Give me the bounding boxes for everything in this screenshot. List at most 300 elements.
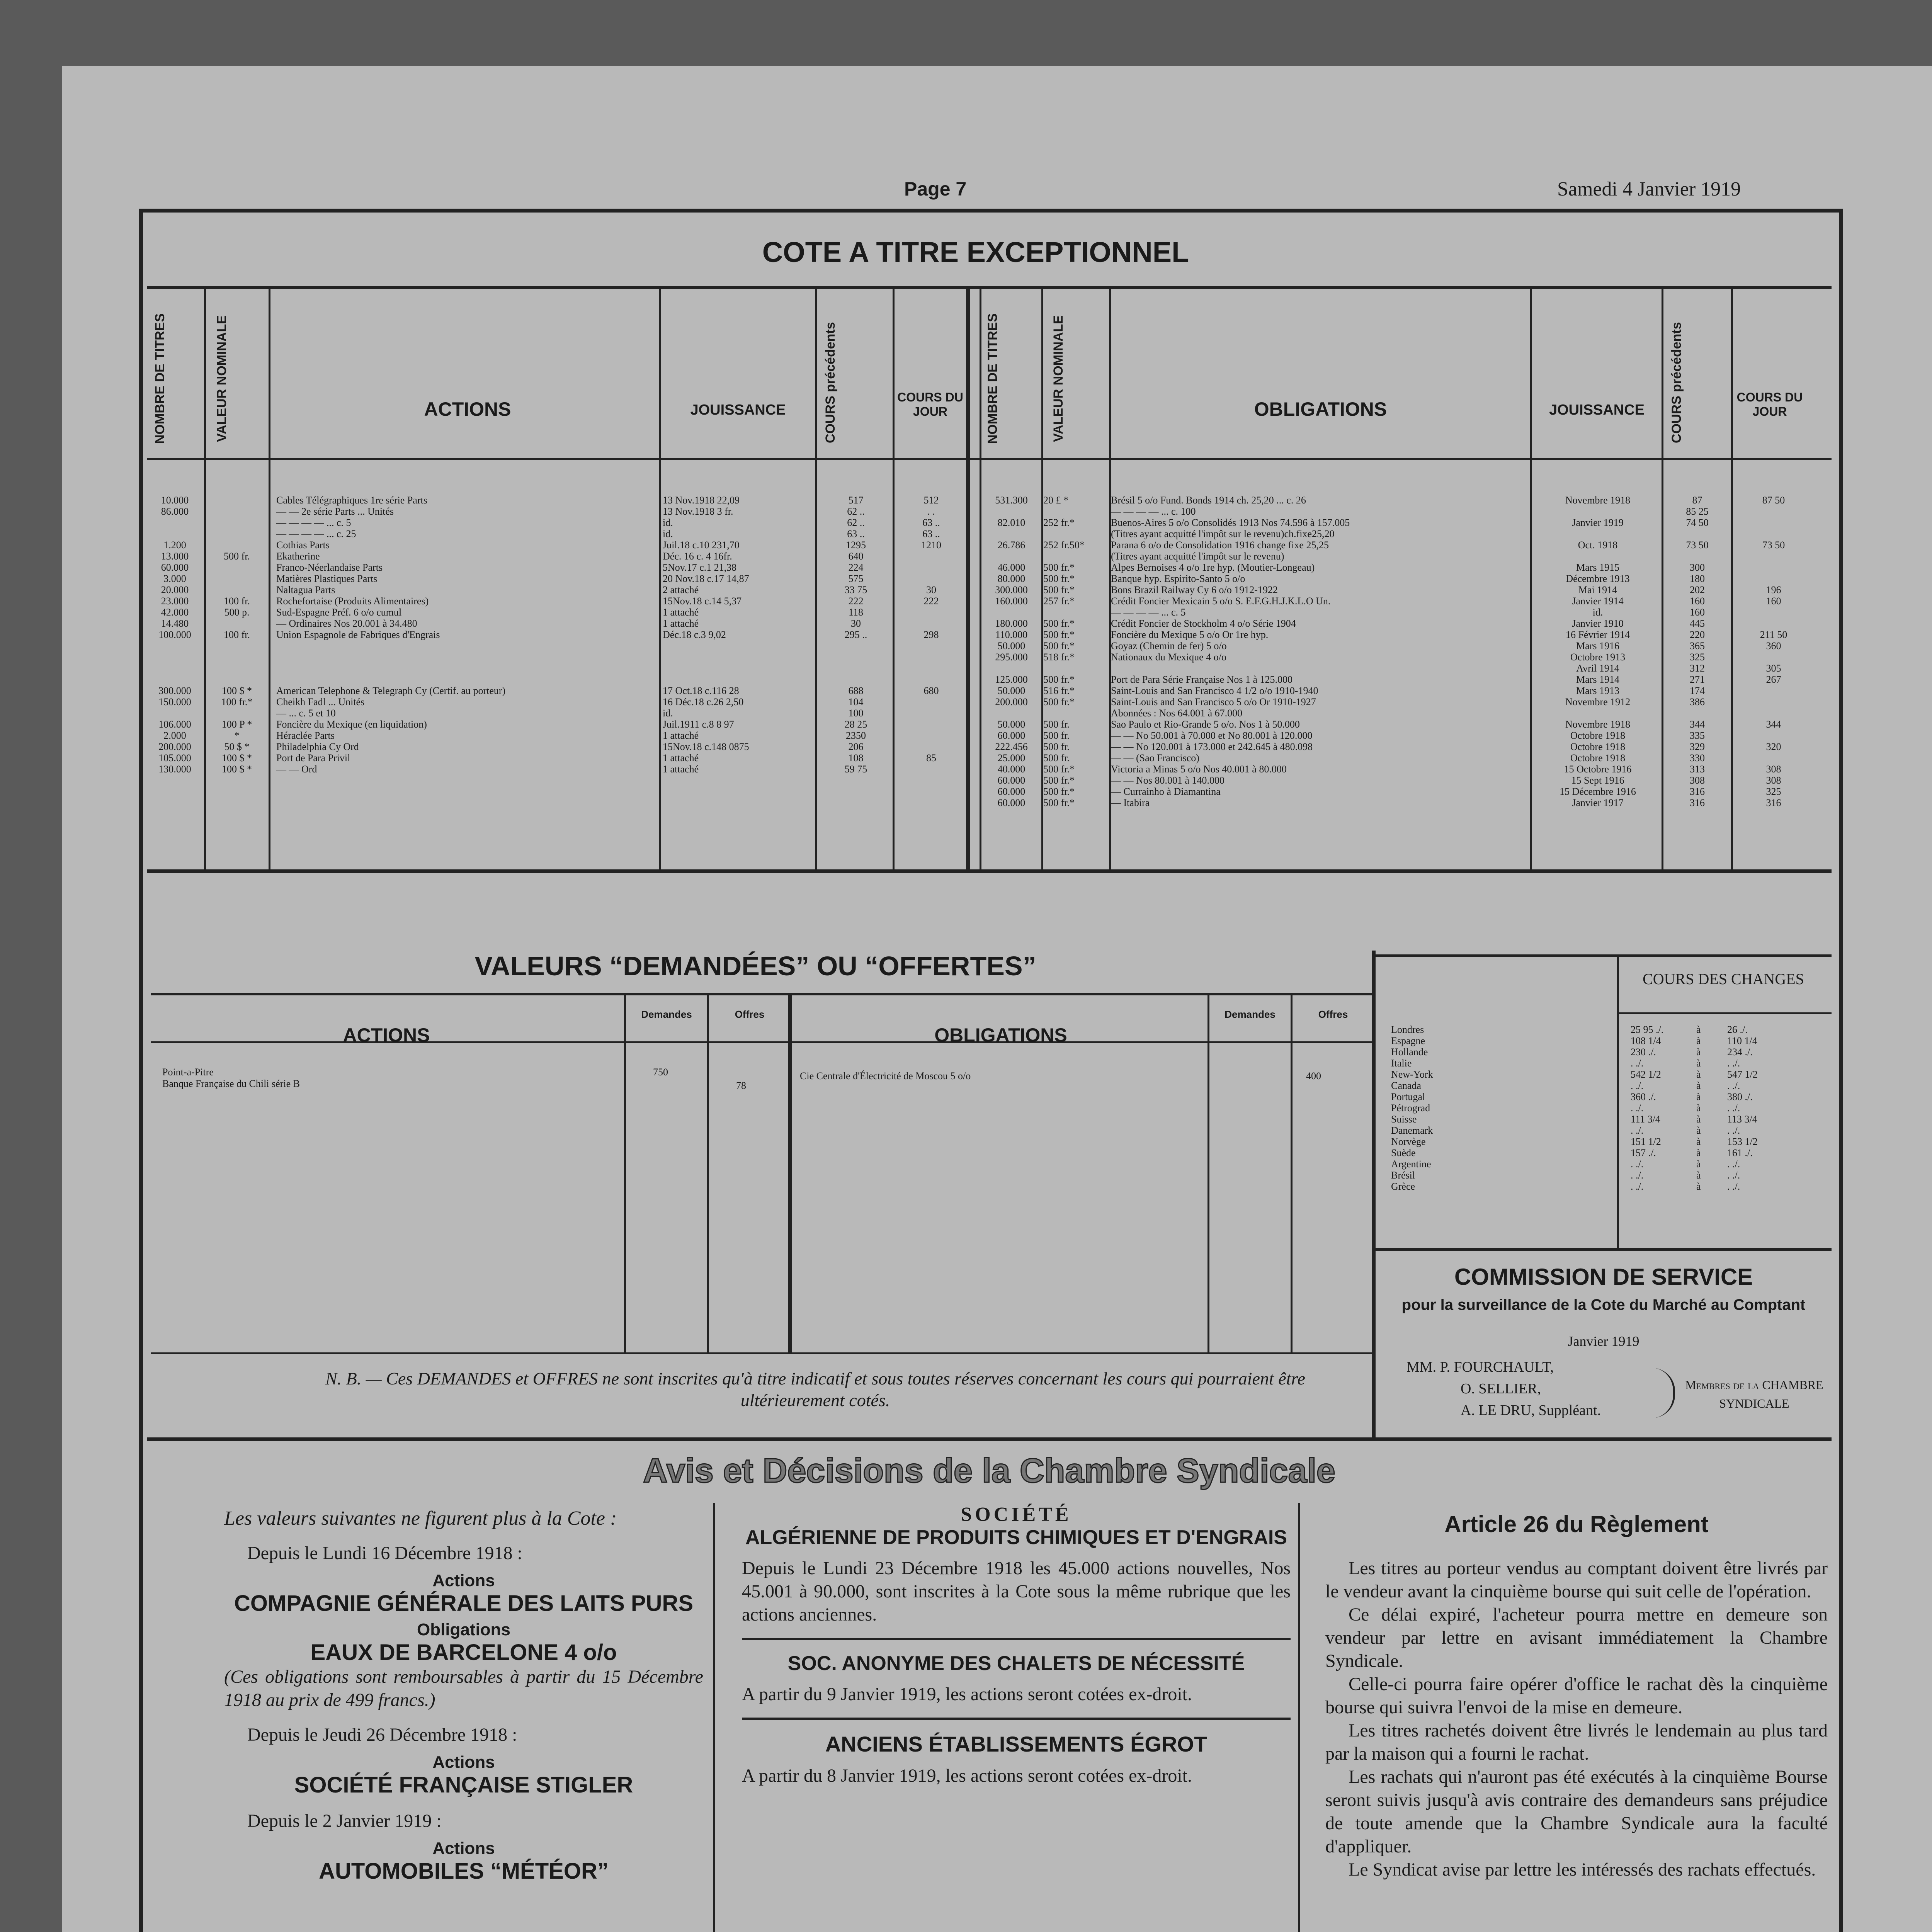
table-cell: 26.786 [997, 539, 1026, 551]
table-cell: 500 fr.* [1043, 584, 1075, 595]
table-row [147, 719, 966, 730]
table-cell: 1 attaché [663, 607, 699, 618]
table-cell: 100.000 [158, 629, 191, 640]
table-cell: 512 [923, 495, 939, 506]
table-cell: 300.000 [158, 685, 191, 696]
table-cell: . ./. [1727, 1125, 1740, 1136]
col-actions: ACTIONS [424, 398, 511, 420]
table-cell: 308 [1766, 775, 1781, 786]
table-cell: 1295 [846, 539, 866, 551]
table-cell: 312 [1690, 663, 1705, 674]
table-cell: 500 fr.* [1043, 629, 1075, 640]
table-cell: 500 fr. [1043, 719, 1070, 730]
table-cell: . ./. [1727, 1080, 1740, 1091]
table-cell: Union Espagnole de Fabriques d'Engrais [276, 629, 440, 640]
table-cell: 85 [926, 752, 936, 764]
table-row [147, 539, 966, 551]
table-cell: 330 [1690, 752, 1705, 764]
table-cell: 224 [848, 562, 864, 573]
table-cell: 344 [1690, 719, 1705, 730]
table-cell: — — — — ... c. 100 [1111, 506, 1196, 517]
col-cours-prec-oblig: COURS précédents [1669, 322, 1684, 443]
table-cell: 60.000 [997, 775, 1026, 786]
table-cell: 313 [1690, 764, 1705, 775]
table-cell: Janvier 1910 [1572, 618, 1624, 629]
table-cell: Décembre 1913 [1566, 573, 1630, 584]
table-cell: 160 [1690, 607, 1705, 618]
table-cell: à [1696, 1046, 1701, 1058]
col-nombre-oblig: NOMBRE DE TITRES [985, 313, 1000, 444]
table-cell: 365 [1690, 640, 1705, 651]
table-cell: 200.000 [158, 741, 191, 752]
newspaper-page [62, 66, 1932, 1932]
table-cell: Banque hyp. Espirito-Santo 5 o/o [1111, 573, 1245, 584]
table-row [981, 618, 1832, 629]
table-cell: 295 .. [844, 629, 867, 640]
table-cell: 108 [848, 752, 864, 764]
table-cell: 222.456 [995, 741, 1028, 752]
table-cell: Mars 1915 [1576, 562, 1619, 573]
table-cell: 113 3/4 [1727, 1114, 1757, 1125]
table-cell: Cothias Parts [276, 539, 330, 551]
table-cell: . ./. [1631, 1102, 1644, 1114]
table-row [147, 741, 966, 752]
table-cell: id. [663, 528, 673, 539]
table-row [1391, 1114, 1832, 1125]
table-cell: 30 [851, 618, 861, 629]
table-cell: 500 p. [224, 607, 250, 618]
table-cell: à [1696, 1080, 1701, 1091]
table-cell: 100 fr. [224, 595, 250, 607]
table-row [147, 730, 966, 741]
demandee-action-2-offres: 78 [736, 1080, 746, 1091]
table-cell: Sud-Espagne Préf. 6 o/o cumul [276, 607, 402, 618]
table-cell: à [1696, 1136, 1701, 1147]
table-row [981, 797, 1832, 808]
table-cell: à [1696, 1091, 1701, 1102]
table-cell: id. [663, 517, 673, 528]
table-cell: 180.000 [995, 618, 1028, 629]
demandee-oblig-1-offres: 400 [1306, 1070, 1321, 1082]
table-row [981, 528, 1832, 539]
table-cell: 1 attaché [663, 764, 699, 775]
table-cell: 518 fr.* [1043, 651, 1075, 663]
table-cell: Bons Brazil Railway Cy 6 o/o 1912-1922 [1111, 584, 1278, 595]
table-cell: 87 [1692, 495, 1702, 506]
table-cell: . ./. [1631, 1158, 1644, 1170]
table-row [147, 752, 966, 764]
table-cell: Saint-Louis and San Francisco 5 o/o Or 1910-1927 [1111, 696, 1316, 707]
table-cell: 222 [923, 595, 939, 607]
table-cell: Buenos-Aires 5 o/o Consolidés 1913 Nos 74.596 à 157.005 [1111, 517, 1350, 528]
table-row [147, 707, 966, 719]
table-cell: 500 fr. [224, 551, 250, 562]
table-cell: 316 [1690, 786, 1705, 797]
table-cell: 542 1/2 [1631, 1069, 1661, 1080]
table-cell: — — (Sao Francisco) [1111, 752, 1199, 764]
table-cell: Déc.18 c.3 9,02 [663, 629, 726, 640]
table-cell: 15Nov.18 c.148 0875 [663, 741, 749, 752]
offres-label-oblig: Offres [1318, 1009, 1348, 1020]
table-cell: 445 [1690, 618, 1705, 629]
table-cell: 50 $ * [224, 741, 250, 752]
table-cell: 20 Nov.18 c.17 14,87 [663, 573, 749, 584]
table-cell: Octobre 1918 [1570, 752, 1626, 764]
table-cell: 500 fr.* [1043, 764, 1075, 775]
commission-title: COMMISSION DE SERVICE [1454, 1264, 1753, 1290]
table-cell: à [1696, 1102, 1701, 1114]
demandees-oblig-label: OBLIGATIONS [934, 1024, 1067, 1046]
table-cell: Argentine [1391, 1158, 1431, 1170]
table-cell: Ekatherine [276, 551, 320, 562]
table-cell: 26 ./. [1727, 1024, 1748, 1035]
table-row [1391, 1058, 1832, 1069]
table-cell: 308 [1766, 764, 1781, 775]
table-cell: 160.000 [995, 595, 1028, 607]
table-row [981, 685, 1832, 696]
table-row [981, 595, 1832, 607]
table-cell: Déc. 16 c. 4 16fr. [663, 551, 732, 562]
table-cell: 85 25 [1686, 506, 1709, 517]
col-valeur: VALEUR NOMINALE [214, 315, 229, 442]
table-row [981, 539, 1832, 551]
table-cell: 575 [848, 573, 864, 584]
demandees-note: N. B. — Ces DEMANDES et OFFRES ne sont inscrites qu'à titre indicatif et sous toutes réserves concernant les cours qui pourraient être ultérieurement cotés. [325, 1369, 1306, 1410]
table-cell: 360 ./. [1631, 1091, 1656, 1102]
table-cell: Mars 1916 [1576, 640, 1619, 651]
col-cours-jour: COURS DU JOUR [897, 390, 963, 418]
table-row [1391, 1158, 1832, 1170]
table-cell: 1 attaché [663, 618, 699, 629]
table-cell: 500 fr.* [1043, 775, 1075, 786]
table-cell: Parana 6 o/o de Consolidation 1916 change fixe 25,25 [1111, 539, 1329, 551]
table-cell: 60.000 [997, 797, 1026, 808]
table-row [147, 618, 966, 629]
table-cell: New-York [1391, 1069, 1433, 1080]
table-cell: 316 [1690, 797, 1705, 808]
table-cell: Suède [1391, 1147, 1416, 1158]
table-cell: Canada [1391, 1080, 1421, 1091]
table-row [147, 584, 966, 595]
table-cell: Foncière du Mexique 5 o/o Or 1re hyp. [1111, 629, 1269, 640]
table-cell: 500 fr.* [1043, 618, 1075, 629]
table-row [1391, 1035, 1832, 1046]
table-cell: Novembre 1918 [1565, 719, 1631, 730]
table-cell: 2350 [846, 730, 866, 741]
table-cell: (Titres ayant acquitté l'impôt sur le revenu) [1111, 551, 1284, 562]
col-cours-prec: COURS précédents [823, 322, 838, 443]
table-cell: 271 [1690, 674, 1705, 685]
demandee-action-1: Point-a-Pitre [162, 1066, 214, 1078]
table-cell: 110.000 [995, 629, 1028, 640]
demandee-oblig-1: Cie Centrale d'Électricité de Moscou 5 o/o [800, 1070, 971, 1082]
table-cell: 298 [923, 629, 939, 640]
table-row [1391, 1136, 1832, 1147]
table-cell: Foncière du Mexique (en liquidation) [276, 719, 427, 730]
col-valeur-oblig: VALEUR NOMINALE [1051, 315, 1066, 442]
table-cell: Héraclée Parts [276, 730, 335, 741]
table-cell: 500 fr. [1043, 752, 1070, 764]
table-cell: 74 50 [1686, 517, 1709, 528]
table-cell: Pétrograd [1391, 1102, 1430, 1114]
table-cell: Abonnées : Nos 64.001 à 67.000 [1111, 707, 1243, 719]
table-cell: 13 Nov.1918 22,09 [663, 495, 740, 506]
table-cell: — ... c. 5 et 10 [276, 707, 336, 719]
col-jouissance: JOUISSANCE [690, 402, 786, 418]
table-cell: 23.000 [161, 595, 189, 607]
table-cell: Londres [1391, 1024, 1424, 1035]
avis-col1: Les valeurs suivantes ne figurent plus à la Cote : Depuis le Lundi 16 Décembre 1918 : Actions COMPAGNIE GÉNÉRALE DES LAITS PURS Obligations EAUX DE BARCELONE 4 o/o (Ces obligations sont remboursables à partir du 15 Décembre 1918 au prix de 499 francs.) Depuis le Jeudi 26 Décembre 1918 : Actions SOCIÉTÉ FRANÇAISE STIGLER Depuis le 2 Janvier 1919 : Actions AUTOMOBILES “MÉTÉOR” [224, 1507, 703, 1884]
changes-title: COURS DES CHANGES [1643, 970, 1804, 988]
table-cell: 161 ./. [1727, 1147, 1753, 1158]
table-cell: 50.000 [997, 685, 1026, 696]
table-row [981, 629, 1832, 640]
table-cell: Alpes Bernoises 4 o/o 1re hyp. (Moutier-Longeau) [1111, 562, 1315, 573]
table-cell: * [234, 730, 240, 741]
table-cell: . ./. [1631, 1058, 1644, 1069]
table-cell: — — Nos 80.001 à 140.000 [1111, 775, 1225, 786]
table-row [1391, 1170, 1832, 1181]
table-cell: 42.000 [161, 607, 189, 618]
demandee-action-2: Banque Française du Chili série B [162, 1078, 300, 1089]
table-cell: . ./. [1631, 1170, 1644, 1181]
table-cell: 211 50 [1760, 629, 1787, 640]
table-cell: 60.000 [161, 562, 189, 573]
table-cell: 516 fr.* [1043, 685, 1075, 696]
table-cell: 500 fr.* [1043, 797, 1075, 808]
avis-title: Avis et Décisions de la Chambre Syndicale [643, 1451, 1335, 1490]
table-cell: 2 attaché [663, 584, 699, 595]
table-cell: 50.000 [997, 640, 1026, 651]
table-cell: 46.000 [997, 562, 1026, 573]
table-cell: 2.000 [163, 730, 186, 741]
avis-col3: Article 26 du Règlement Les titres au porteur vendus au comptant doivent être livrés par le vendeur avant la cinquième bourse qui suit celle de l'opération. Ce délai expiré, l'acheteur pourra mettre en demeure son vendeur par lettre en avisant immédiatement la Chambre Syndicale. Celle-ci pourra faire opérer d'office le rachat dès la cinquième bourse qui suivra l'envoi de la mise en demeure. Les titres rachetés doivent être livrés le lendemain au plus tard par la maison qui a fourni le rachat. Les rachats qui n'auront pas été exécutés à la cinquième Bourse seront suivis jusqu'à avis contraire des demandeurs sans préjudice de toute amende que la Chambre Syndicale aura la faculté d'appliquer. Le Syndicat avise par lettre les intéressés des rachats effectués. [1325, 1511, 1828, 1880]
table-cell: 500 fr. [1043, 730, 1070, 741]
table-cell: 300.000 [995, 584, 1028, 595]
actions-table [147, 495, 966, 775]
table-cell: Naltagua Parts [276, 584, 335, 595]
table-cell: 531.300 [995, 495, 1028, 506]
table-cell: 82.010 [997, 517, 1026, 528]
table-cell: Hollande [1391, 1046, 1428, 1058]
table-row [981, 775, 1832, 786]
table-cell: 500 fr. [1043, 741, 1070, 752]
table-row [147, 607, 966, 618]
table-cell: 63 .. [922, 517, 940, 528]
table-cell: . ./. [1727, 1058, 1740, 1069]
table-row [981, 651, 1832, 663]
table-cell: 25 95 ./. [1631, 1024, 1664, 1035]
table-cell: 680 [923, 685, 939, 696]
table-cell: 517 [848, 495, 864, 506]
table-cell: 230 ./. [1631, 1046, 1656, 1058]
table-cell: id. [663, 707, 673, 719]
table-cell: 130.000 [158, 764, 191, 775]
table-cell: 5Nov.17 c.1 21,38 [663, 562, 737, 573]
changes-table [1391, 1024, 1832, 1192]
table-cell: 220 [1690, 629, 1705, 640]
table-cell: 108 1/4 [1631, 1035, 1661, 1046]
table-cell: 111 3/4 [1631, 1114, 1660, 1125]
table-cell: Espagne [1391, 1035, 1425, 1046]
demandee-action-1-demandes: 750 [653, 1066, 668, 1078]
offres-label: Offres [735, 1009, 765, 1020]
table-cell: . ./. [1631, 1181, 1644, 1192]
table-cell: 17 Oct.18 c.116 28 [663, 685, 739, 696]
table-cell: 160 [1766, 595, 1781, 607]
table-cell: 500 fr.* [1043, 786, 1075, 797]
table-cell: Port de Para Privil [276, 752, 350, 764]
table-cell: 30 [926, 584, 936, 595]
table-cell: 500 fr.* [1043, 573, 1075, 584]
table-cell: . ./. [1727, 1158, 1740, 1170]
table-cell: Philadelphia Cy Ord [276, 741, 359, 752]
table-row [981, 741, 1832, 752]
table-row [1391, 1181, 1832, 1192]
obligations-table [981, 495, 1832, 808]
commission-month: Janvier 1919 [1568, 1333, 1639, 1349]
table-cell: 160 [1690, 595, 1705, 607]
table-row [981, 517, 1832, 528]
table-cell: 60.000 [997, 730, 1026, 741]
table-cell: Janvier 1914 [1572, 595, 1624, 607]
table-cell: 300 [1690, 562, 1705, 573]
table-cell: Oct. 1918 [1578, 539, 1618, 551]
table-row [1391, 1147, 1832, 1158]
table-cell: — Ordinaires Nos 20.001 à 34.480 [276, 618, 417, 629]
table-row [981, 696, 1832, 707]
table-cell: Italie [1391, 1058, 1412, 1069]
table-row [147, 573, 966, 584]
table-row [147, 506, 966, 517]
table-row [147, 685, 966, 696]
table-cell: 157 ./. [1631, 1147, 1656, 1158]
table-cell: à [1696, 1114, 1701, 1125]
table-cell: — — — — ... c. 5 [276, 517, 351, 528]
table-cell: 257 fr.* [1043, 595, 1075, 607]
table-cell: 13 Nov.1918 3 fr. [663, 506, 733, 517]
table-cell: — Currainho à Diamantina [1111, 786, 1221, 797]
table-cell: 63 .. [847, 528, 865, 539]
table-cell: 196 [1766, 584, 1781, 595]
col-cours-jour-oblig: COURS DU JOUR [1736, 390, 1803, 418]
table-cell: Novembre 1912 [1565, 696, 1631, 707]
table-cell: à [1696, 1158, 1701, 1170]
table-row [981, 786, 1832, 797]
table-cell: 15 Octobre 1916 [1564, 764, 1632, 775]
table-row [981, 562, 1832, 573]
table-row [147, 495, 966, 506]
table-cell: 105.000 [158, 752, 191, 764]
table-cell: à [1696, 1035, 1701, 1046]
table-cell: Victoria a Minas 5 o/o Nos 40.001 à 80.000 [1111, 764, 1287, 775]
table-row [981, 506, 1832, 517]
table-row [147, 562, 966, 573]
table-cell: 20 £ * [1043, 495, 1068, 506]
table-cell: Norvège [1391, 1136, 1426, 1147]
table-cell: 252 fr.* [1043, 517, 1075, 528]
table-row [147, 674, 966, 685]
table-row [147, 629, 966, 640]
table-cell: Octobre 1913 [1570, 651, 1626, 663]
table-cell: Avril 1914 [1576, 663, 1619, 674]
table-cell: . ./. [1727, 1181, 1740, 1192]
table-cell: à [1696, 1058, 1701, 1069]
table-cell: à [1696, 1069, 1701, 1080]
table-cell: 360 [1766, 640, 1781, 651]
table-cell: 15Nov.18 c.14 5,37 [663, 595, 742, 607]
table-cell: . ./. [1631, 1080, 1644, 1091]
table-row [147, 663, 966, 674]
table-cell: Octobre 1918 [1570, 730, 1626, 741]
table-cell: Franco-Néerlandaise Parts [276, 562, 383, 573]
table-row [147, 528, 966, 539]
table-cell: 316 [1766, 797, 1781, 808]
table-cell: 640 [848, 551, 864, 562]
table-cell: 547 1/2 [1727, 1069, 1758, 1080]
table-row [1391, 1080, 1832, 1091]
table-cell: — — 2e série Parts ... Unités [276, 506, 394, 517]
table-row [147, 764, 966, 775]
table-cell: 100 $ * [222, 764, 252, 775]
table-cell: 62 .. [847, 517, 865, 528]
table-cell: Crédit Foncier Mexicain 5 o/o S. E.F.G.H.J.K.L.O Un. [1111, 595, 1331, 607]
table-cell: 688 [848, 685, 864, 696]
table-cell: Grèce [1391, 1181, 1415, 1192]
table-cell: 13.000 [161, 551, 189, 562]
table-cell: Mars 1913 [1576, 685, 1619, 696]
table-cell: 125.000 [995, 674, 1028, 685]
issue-date: Samedi 4 Janvier 1919 [1557, 178, 1741, 200]
table-row [981, 674, 1832, 685]
table-cell: 59 75 [844, 764, 867, 775]
col-obligations: OBLIGATIONS [1254, 398, 1387, 420]
demandees-actions-label: ACTIONS [343, 1024, 430, 1046]
table-cell: 380 ./. [1727, 1091, 1753, 1102]
table-cell: Saint-Louis and San Francisco 4 1/2 o/o 1910-1940 [1111, 685, 1318, 696]
table-cell: 3.000 [163, 573, 186, 584]
table-cell: 16 Déc.18 c.26 2,50 [663, 696, 744, 707]
table-cell: 202 [1690, 584, 1705, 595]
table-cell: 40.000 [997, 764, 1026, 775]
table-cell: 104 [848, 696, 864, 707]
demandes-label-oblig: Demandes [1225, 1009, 1276, 1020]
demandees-title: VALEURS “DEMANDÉES” OU “OFFERTES” [474, 951, 1036, 981]
table-cell: — Itabira [1111, 797, 1150, 808]
table-row [981, 730, 1832, 741]
table-cell: 150.000 [158, 696, 191, 707]
col-jouissance-oblig: JOUISSANCE [1549, 402, 1645, 418]
table-cell: 63 .. [922, 528, 940, 539]
table-cell: 15 Sept 1916 [1571, 775, 1624, 786]
demandes-label: Demandes [641, 1009, 692, 1020]
table-cell: 86.000 [161, 506, 189, 517]
table-cell: 325 [1690, 651, 1705, 663]
table-cell: 344 [1766, 719, 1781, 730]
table-cell: 200.000 [995, 696, 1028, 707]
commission-members: MM. P. FOURCHAULT, O. SELLIER, A. LE DRU, Suppléant. [1406, 1359, 1601, 1418]
table-cell: (Titres ayant acquitté l'impôt sur le revenu)ch.fixe25,20 [1111, 528, 1335, 539]
table-cell: 100 P * [221, 719, 252, 730]
table-row [1391, 1125, 1832, 1136]
table-row [1391, 1091, 1832, 1102]
table-row [981, 573, 1832, 584]
table-row [1391, 1046, 1832, 1058]
table-row [147, 551, 966, 562]
table-cell: 80.000 [997, 573, 1026, 584]
table-cell: 1.200 [163, 539, 186, 551]
table-cell: 100 $ * [222, 685, 252, 696]
